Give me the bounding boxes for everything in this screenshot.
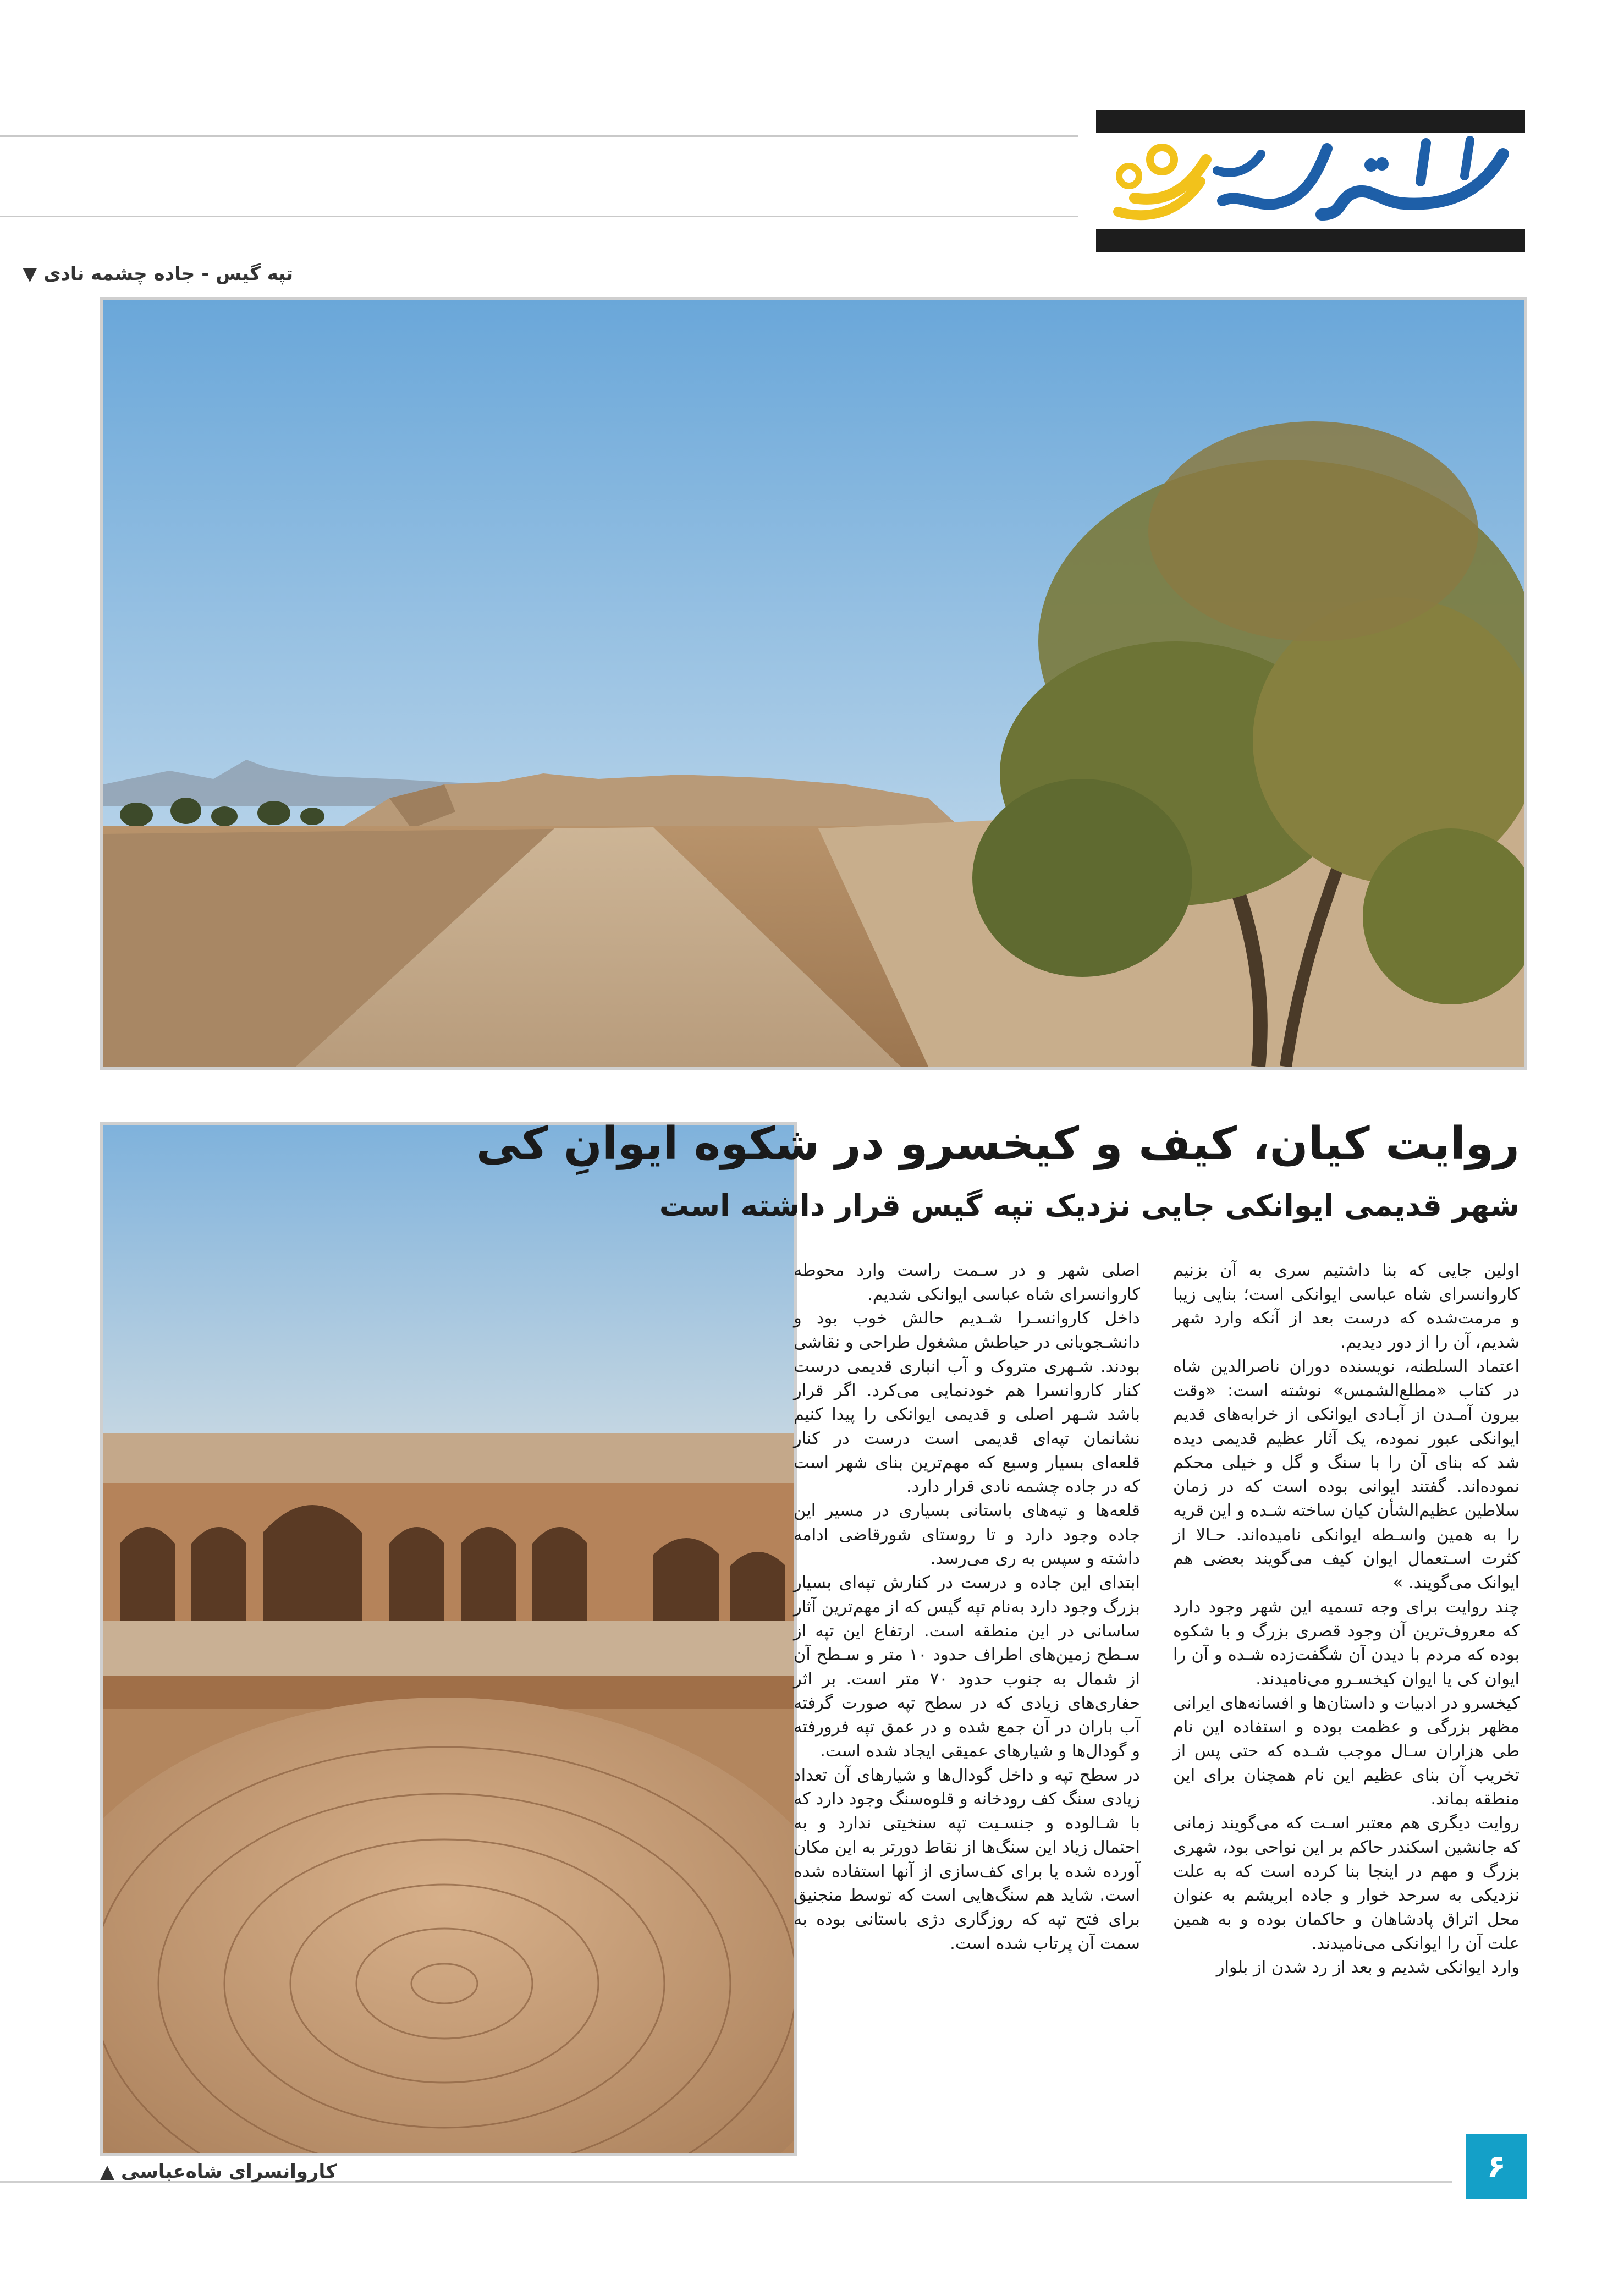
paragraph: روایت دیگری هم معتبر اسـت که می‌گویند زمانی که جانشین اسکندر حاکم بر این نواحی بود، شهری بزرگ و مهم در اینجا بنا کرده است که به علت نزدیکی به سرحد خوار و جاده ابریشم به عنوان محل اتراق پادشاهان و حاکمان بوده و به همین علت آن را ایوانکی می‌نامیدند. [1173, 1814, 1520, 1953]
article-column-right [1173, 1259, 1520, 1980]
paragraph: اولین جایی که بنا داشتیم سری به آن بزنیم کاروانسرای شاه عباسی ایوانکی است؛ بنایی زیبا و مرمت‌شده که درست بعد از آنکه وارد شهر شدیم، آن را از دور دیدیم. [1173, 1261, 1520, 1353]
paragraph: در سطح تپه و داخل گودال‌ها و شیارهای آن تعداد زیادی سنگ کف رودخانه و قلوه‌سنگ وجود دارد که با شـالوده و جنسـیت تپه سنخیتی ندارد و به احتمال زیاد این سنگ‌ها از نقاط دورتر به این مکان آورده شده یا برای کف‌سازی از آنها استفاده شده است. شاید هم سنگ‌هایی است که توسط منجنیق برای فتح تپه که روزگاری دژی باستانی بوده به سمت آن پرتاب شده است. [794, 1765, 1140, 1953]
paragraph: کیخسرو در ادبیات و داستان‌ها و افسانه‌های ایرانی مظهر بزرگی و عظمت بوده و استفاده این نام طی هزاران سـال موجب شـده که حتی پس از تخریب آن بنای عظیم این نام همچنان برای این منطقه بماند. [1173, 1693, 1520, 1809]
photo-tepe-gis-road [100, 297, 1527, 1070]
page-number: ۶ [1466, 2134, 1527, 2199]
paragraph: قلعه‌ها و تپه‌های باستانی بسیاری در مسیر این جاده وجود دارد و تا روستای شورقاضی ادامه داشته و سپس به ری می‌رسد. [794, 1501, 1140, 1569]
paragraph: وارد ایوانکی شدیم و بعد از رد شدن از بلوار [1216, 1958, 1520, 1978]
paragraph: اعتماد السلطنه، نویسنده دوران ناصرالدین شاه در کتاب «مطلع‌الشمس» نوشته است: «وقت بیرون آمـدن از آبـادی ایوانکی از خرابه‌های قدیم ایوانکی عبور نموده، یک آثار عظیم قدیمی دیده شد که بنای آن را با سنگ و گل و خیلی محکم نموده‌اند. گفتند ایوانی بوده است که در زمان سلاطین عظیم‌الشأن کیان ساخته شـده و این قریه را به همین واسـطه ایوانکی نامیده‌اند. حـالا از کثرت اسـتعمال ایوان کیف می‌گویند بعضی هم ایوانک می‌گویند. » [1172, 1356, 1520, 1593]
photo-caravanserai [100, 1122, 797, 2156]
masthead-logo [1096, 110, 1525, 252]
masthead-calligraphy [1096, 110, 1525, 252]
header-rule-top [0, 135, 1078, 137]
paragraph: اصلی شهر و در سـمت راست وارد محوطه کاروانسرای شاه عباسی ایوانکی شدیم. [794, 1261, 1140, 1304]
paragraph: ابتدای این جاده و درست در کنارش تپه‌ای بسیار بزرگ وجود دارد به‌نام تپه گیس که از مهم‌ترین آثار ساسانی در این منطقه است. ارتفاع این تپه از سـطح زمین‌های اطراف حدود ۱۰ متر و سـطح آن از شمال به جنوب حدود ۷۰ متر است. بر اثر حفاری‌های زیادی که در سطح تپه صورت گرفته آب باران در آن جمع شده و در عمق تپه فرورفته و گودال‌ها و شیارهای عمیقی ایجاد شده است. [794, 1573, 1140, 1761]
article-subheadline: شهر قدیمی ایوانکی جایی نزدیک تپه گیس قرار داشته است [659, 1188, 1520, 1223]
header-rule-bottom [0, 216, 1078, 217]
paragraph: داخل کاروانسـرا شـدیم حالش خوب بود و دانشـجویانی در حیاطش مشغول طراحی و نقاشی بودند. شـهری متروک و آب انباری قدیمی درست کنار کاروانسرا هم خودنمایی می‌کرد. اگر قرار باشد شـهر اصلی و قدیمی ایوانکی را پیدا کنیم نشانمان تپه‌ای قدیمی است درست در کنار قلعه‌ای بسیار وسیع که مهم‌ترین بنای شهر است که در جاده چشمه نادی قرار دارد. [794, 1309, 1140, 1497]
article-column-left [794, 1259, 1140, 1956]
article-headline: روایت کیان، کیف و کیخسرو در شکوه ایوانِ کی [476, 1118, 1520, 1170]
paragraph: چند روایت برای وجه تسمیه این شهر وجود دارد که معروف‌ترین آن وجود قصری بزرگ و با شکوه بوده که مردم با دیدن آن شگفت‌زده شـده و آن را ایوان کی یا ایوان کیخسـرو می‌نامیدند. [1173, 1597, 1520, 1689]
caption-top-photo: تپه گیس - جاده چشمه نادی ▼ [23, 263, 293, 285]
caption-bottom-photo: کاروانسرای شاه‌عباسی ▲ [100, 2161, 337, 2183]
